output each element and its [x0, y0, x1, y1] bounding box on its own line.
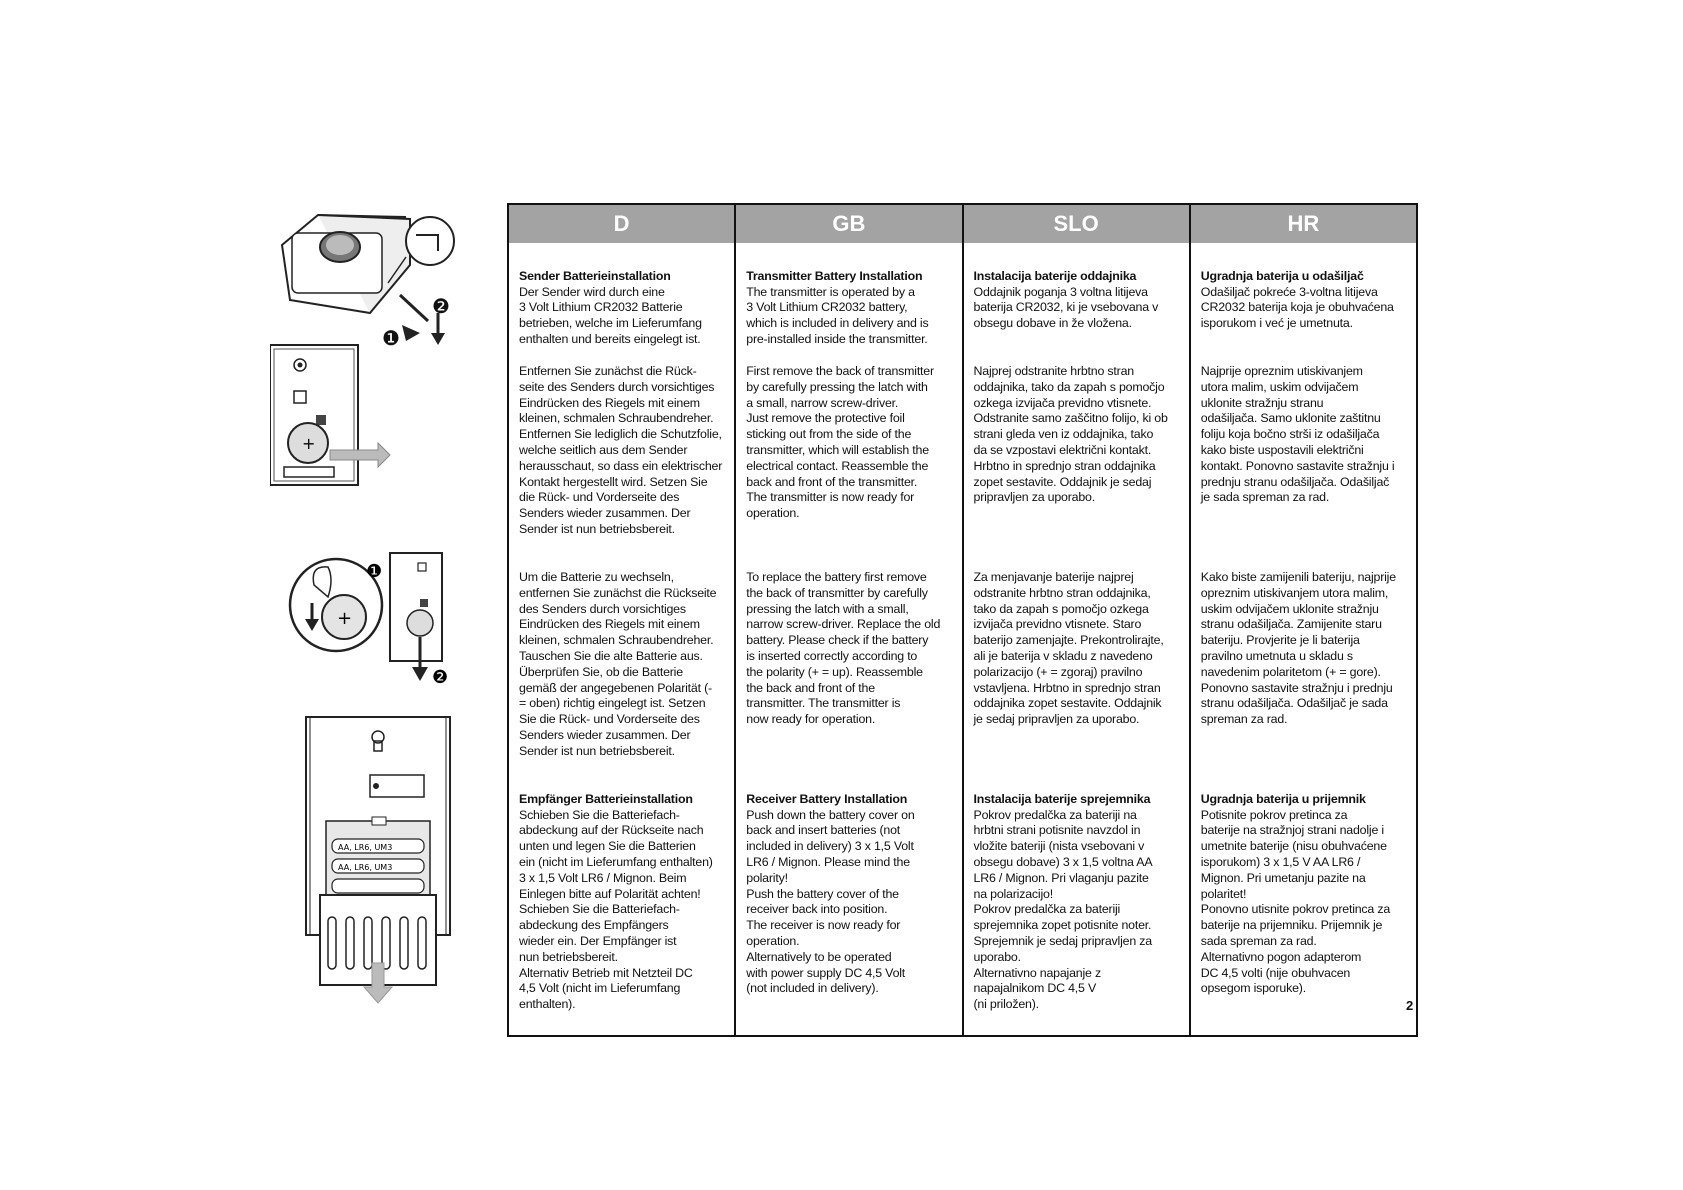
section-heading: Instalacija baterije oddajnika — [973, 268, 1137, 283]
transmitter-intro — [974, 253, 1183, 348]
section-text: Pokrov predalčka za bateriji na hrbtni strani potisnite navzdol in vložite bateriji (nista vsebovani v obsegu dobave) 3 x 1,5 voltna AA LR6 / Mignon. Pri vlaganju pazite na polarizacijo! Pokrov predalčka za bateriji sprejemnika zopet potisnite noter. Sprejemnik je sedaj pripravljen za uporabo. Alternativno napajanje z napajalnikom DC 4,5 V (ni priložen). — [973, 807, 1153, 1012]
step-2-marker: ❷ — [432, 667, 449, 688]
section-text: The transmitter is operated by a 3 Volt Lithium CR2032 battery, which is included in delivery and is pre-installed inside the transmitter. — [746, 284, 929, 346]
section-text: Za menjavanje baterije najprej odstranite hrbtno stran oddajnika, tako da zapah s pomočjo ozkega izvijača previdno vtisnete. Staro baterijo zamenjajte. Prekontrolirajte, ali je baterija v skladu z navedeno polarizacijo (+ = zgoraj) pravilno vstavljena. Hrbtno in sprednjo stran oddajnika zopet sestavite. Oddajnik je sedaj pripravljen za uporabo. — [973, 570, 1164, 727]
lang-header-d: D — [508, 204, 735, 243]
section-text: Odašiljač pokreće 3-voltna litijeva CR2032 baterija koja je obuhvaćena isporukom i već je umetnuta. — [1200, 284, 1394, 331]
section-heading: Sender Batterieinstallation — [519, 268, 671, 283]
illustrations-svg — [270, 205, 470, 1025]
section-heading: Transmitter Battery Installation — [746, 268, 923, 283]
section-heading: Ugradnja baterija u odašiljač — [1200, 268, 1364, 283]
step-2-marker: ❷ — [432, 294, 450, 318]
section-text: Najprije opreznim utiskivanjem utora malim, uskim odvijačem uklonite stražnju stranu odašiljača. Samo uklonite zaštitnu foliju koja bočno strši iz odašiljača kako biste uspostavili električni kontakt. Ponovno sastavite stražnju i prednju stranu odašiljača. Odašiljač je sada spreman za rad. — [1200, 364, 1395, 505]
section-heading: Ugradnja baterija u prijemnik — [1200, 791, 1366, 806]
column-hr — [1190, 243, 1417, 1036]
transmitter-setup — [974, 364, 1183, 554]
battery-replacement — [974, 570, 1183, 760]
receiver-back-icon — [306, 717, 450, 1003]
column-slo — [963, 243, 1190, 1036]
transmitter-intro — [519, 253, 728, 348]
receiver-installation — [519, 776, 728, 1013]
transmitter-open-icon — [282, 215, 454, 350]
transmitter-setup — [519, 364, 728, 554]
content-row — [508, 243, 1417, 1036]
battery-label: AA, LR6, UM3 — [338, 843, 393, 852]
step-1-marker: ❶ — [366, 561, 383, 582]
battery-replace-icon — [290, 553, 448, 688]
transmitter-intro — [1201, 253, 1410, 348]
section-text: Najprej odstranite hrbtno stran oddajnika, tako da zapah s pomočjo ozkega izvijača previdno vtisnete. Odstranite samo zaščitno folijo, ki ob strani gleda ven iz oddajnika, tako da se vzpostavi električni kontakt. Hrbtno in sprednjo stran oddajnika zopet sestavite. Oddajnik je sedaj pripravljen za uporabo. — [973, 364, 1168, 505]
page-number: 2 — [1406, 998, 1414, 1013]
lang-header-slo: SLO — [963, 204, 1190, 243]
transmitter-back-icon — [270, 345, 390, 485]
column-gb — [735, 243, 962, 1036]
battery-replacement — [519, 570, 728, 760]
receiver-installation — [974, 776, 1183, 1013]
section-heading: Instalacija baterije sprejemnika — [973, 791, 1151, 806]
receiver-installation — [746, 776, 955, 997]
lang-header-gb: GB — [735, 204, 962, 243]
section-text: Oddajnik poganja 3 voltna litijeva baterija CR2032, ki je vsebovana v obsegu dobave in že vložena. — [973, 284, 1159, 331]
column-d — [508, 243, 735, 1036]
section-text: Um die Batterie zu wechseln, entfernen Sie zunächst die Rückseite des Senders durch vorsichtiges Eindrücken des Riegels mit einem kleinen, schmalen Schraubendreher. Tauschen Sie die alte Batterie aus. Überprüfen Sie, ob die Batterie gemäß der angegebenen Polarität (- = oben) richtig eingelegt ist. Setzen Sie die Rück- und Vorderseite des Senders wieder zusammen. Der Sender ist nun betriebsbereit. — [519, 570, 717, 758]
receiver-installation — [1201, 776, 1410, 997]
lang-header-hr: HR — [1190, 204, 1417, 243]
plus-mark: + — [337, 608, 353, 629]
section-text: Kako biste zamijenili bateriju, najprije opreznim utiskivanjem utora malim, uskim odvijačem uklonite stražnju stranu odašiljača. Zamijenite staru bateriju. Provjerite je li baterija pravilno umetnuta u skladu s navedenim polaritetom (+ = gore). Ponovno sastavite stražnju i prednju stranu odašiljača. Odašiljač je sada spreman za rad. — [1200, 570, 1396, 727]
battery-replacement — [1201, 570, 1410, 760]
transmitter-intro — [746, 253, 955, 348]
section-text: Schieben Sie die Batteriefach- abdeckung auf der Rückseite nach unten und legen Sie die Batterien ein (nicht im Lieferumfang enthalten) 3 x 1,5 Volt LR6 / Mignon. Beim Einlegen bitte auf Polarität achten! Schieben Sie die Batteriefach- abdeckung des Empfängers wieder ein. Der Empfänger ist nun betriebsbereit. Alternativ Betrieb mit Netzteil DC 4,5 Volt (nicht im Lieferumfang enthalten). — [519, 807, 713, 1012]
transmitter-setup — [1201, 364, 1410, 554]
battery-replacement — [746, 570, 955, 760]
section-text: Potisnite pokrov pretinca za baterije na stražnjoj strani nadolje i umetnite baterije (nisu obuhvaćene isporukom) 3 x 1,5 V AA LR6 / Mignon. Pri umetanju pazite na polaritet! Ponovno utisnite pokrov pretinca za baterije na prijemniku. Prijemnik je sada spreman za rad. Alternativno pogon adapterom DC 4,5 volti (nije obuhvacen opsegom isporuke). — [1200, 807, 1391, 996]
plus-mark: + — [302, 434, 316, 453]
section-text: Entfernen Sie zunächst die Rück- seite des Senders durch vorsichtiges Eindrücken des Riegels mit einem kleinen, schmalen Schraubendreher. Entfernen Sie lediglich die Schutzfolie, welche seitlich aus dem Sender herausschaut, so dass ein elektrischer Kontakt hergestellt wird. Setzen Sie die Rück- und Vorderseite des Senders wieder zusammen. Der Sender ist nun betriebsbereit. — [519, 364, 723, 536]
section-text: Der Sender wird durch eine 3 Volt Lithium CR2032 Batterie betrieben, welche im Lieferumfang enthalten und bereits eingelegt ist. — [519, 284, 702, 346]
battery-label: AA, LR6, UM3 — [338, 863, 393, 872]
section-heading: Empfänger Batterieinstallation — [519, 791, 693, 806]
section-text: First remove the back of transmitter by carefully pressing the latch with a small, narrow screw-driver. Just remove the protective foil sticking out from the side of the transmitter, which will establish the electrical contact. Reassemble the back and front of the transmitter. The transmitter is now ready for operation. — [746, 364, 934, 521]
step-1-marker: ❶ — [382, 326, 400, 350]
instruction-table — [507, 203, 1418, 1037]
language-header-row — [508, 204, 1417, 243]
section-text: Push down the battery cover on back and insert batteries (not included in delivery) 3 x 1,5 Volt LR6 / Mignon. Please mind the polarity! Push the battery cover of the receiver back into position. The receiver is now ready for operation. Alternatively to be operated with power supply DC 4,5 Volt (not included in delivery). — [746, 807, 915, 996]
illustrations — [270, 205, 470, 1025]
section-heading: Receiver Battery Installation — [746, 791, 908, 806]
section-text: To replace the battery first remove the back of transmitter by carefully pressing the latch with a small, narrow screw-driver. Replace the old battery. Please check if the battery is inserted correctly according to the polarity (+ = up). Reassemble the back and front of the transmitter. The transmitter is now ready for operation. — [746, 570, 941, 727]
transmitter-setup — [746, 364, 955, 554]
